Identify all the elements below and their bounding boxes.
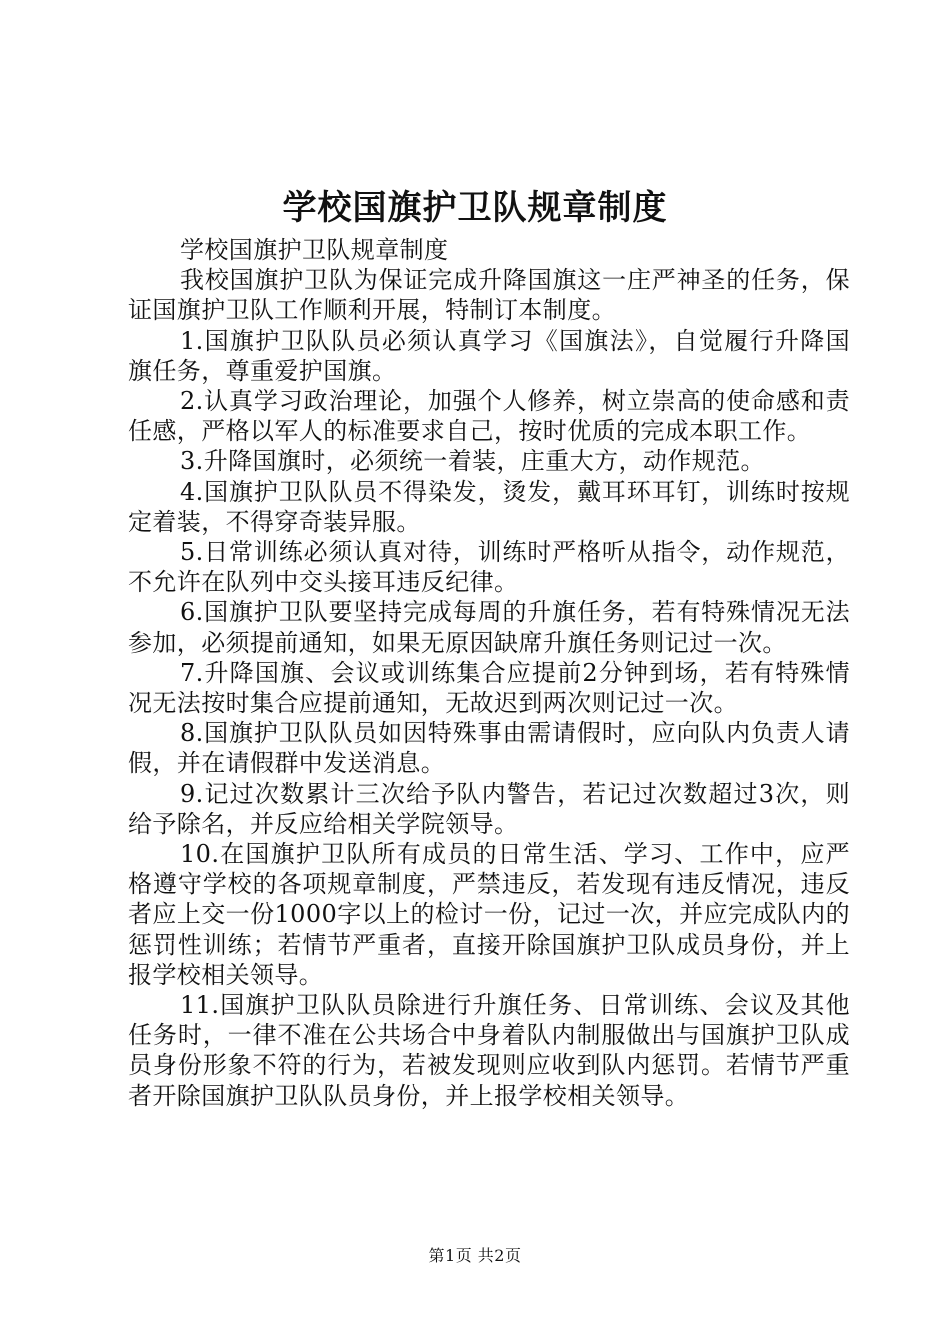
document-body (128, 235, 850, 1111)
document-title: 学校国旗护卫队规章制度 (282, 188, 668, 228)
paragraph-subtitle: 学校国旗护卫队规章制度 (180, 236, 449, 264)
rule-item-4: 4.国旗护卫队队员不得染发，烫发，戴耳环耳钉，训练时按规定着装，不得穿奇装异服。 (128, 477, 850, 536)
rule-item-6: 6.国旗护卫队要坚持完成每周的升旗任务，若有特殊情况无法参加，必须提前通知，如果无原因缺席升旗任务则记过一次。 (128, 598, 850, 657)
rule-item-7: 7.升降国旗、会议或训练集合应提前2分钟到场，若有特殊情况无法按时集合应提前通知，无故迟到两次则记过一次。 (128, 658, 850, 718)
rule-item-10: 10.在国旗护卫队所有成员的日常生活、学习、工作中，应严格遵守学校的各项规章制度，严禁违反，若发现有违反情况，违反者应上交一份1000字以上的检讨一份，记过一次，并应完成队内的惩罚性训练；若情节严重者，直接开除国旗护卫队成员身份，并上报学校相关领导。 (128, 840, 850, 989)
rule-item-1: 1.国旗护卫队队员必须认真学习《国旗法》，自觉履行升降国旗任务，尊重爱护国旗。 (128, 326, 850, 385)
rule-item-9: 9.记过次数累计三次给予队内警告，若记过次数超过3次，则给予除名，并反应给相关学院领导。 (128, 779, 850, 838)
page-indicator: 第1页 共2页 (428, 1246, 522, 1265)
rule-item-2: 2.认真学习政治理论，加强个人修养，树立崇高的使命感和责任感，严格以军人的标准要求自己，按时优质的完成本职工作。 (128, 387, 850, 446)
rule-item-8: 8.国旗护卫队队员如因特殊事由需请假时，应向队内负责人请假，并在请假群中发送消息。 (128, 719, 850, 778)
rule-item-11: 11.国旗护卫队队员除进行升旗任务、日常训练、会议及其他任务时，一律不准在公共场合中身着队内制服做出与国旗护卫队成员身份形象不符的行为，若被发现则应收到队内惩罚。若情节严重者开除国旗护卫队队员身份，并上报学校相关领导。 (128, 991, 850, 1110)
rule-item-5: 5.日常训练必须认真对待，训练时严格听从指令，动作规范，不允许在队列中交头接耳违反纪律。 (128, 538, 850, 597)
rule-item-3: 3.升降国旗时，必须统一着装，庄重大方，动作规范。 (180, 447, 765, 476)
paragraph-intro: 我校国旗护卫队为保证完成升降国旗这一庄严神圣的任务，保证国旗护卫队工作顺利开展，特制订本制度。 (128, 266, 850, 325)
